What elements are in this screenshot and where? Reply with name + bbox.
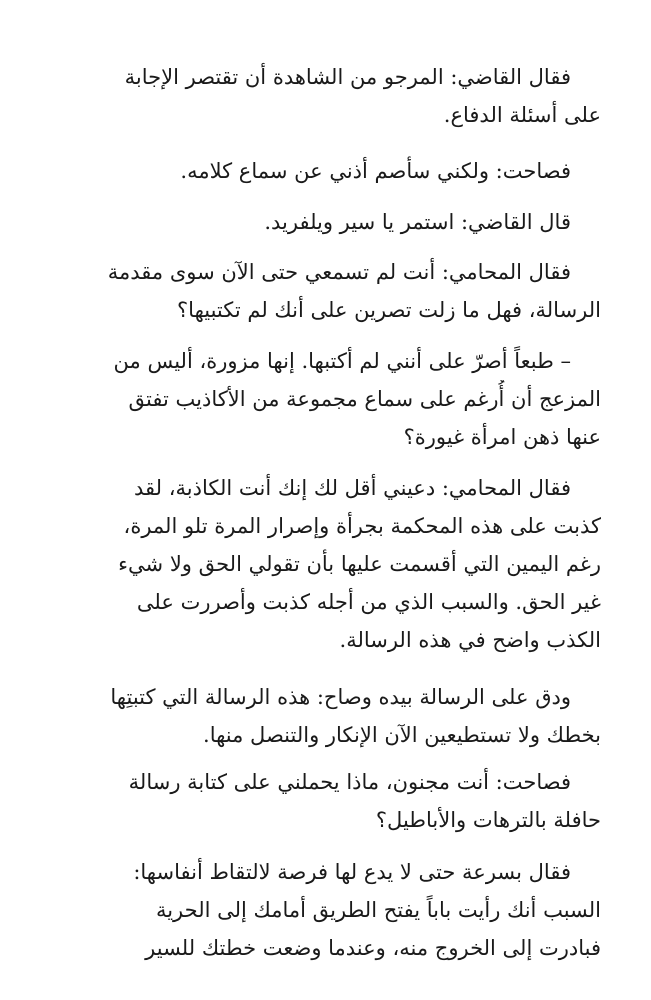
paragraph [53,203,601,241]
text-line: فصاحت: ولكني سأصم أذني عن سماع كلامه. [180,159,571,183]
paragraph [53,469,601,659]
text-line: فقال المحامي: دعيني أقل لك إنك أنت الكاذبة، لقد [134,476,571,500]
paragraph [53,152,601,190]
text-line: قال القاضي: استمر يا سير ويلفريد. [264,210,571,234]
text-line: الرسالة، فهل ما زلت تصرين على أنك لم تكتبيها؟ [177,298,601,322]
text-line: على أسئلة الدفاع. [443,103,601,127]
text-line: عنها ذهن امرأة غيورة؟ [403,425,601,449]
paragraph [53,253,601,329]
text-line: كذبت على هذه المحكمة بجرأة وإصرار المرة تلو المرة، [123,514,601,538]
text-line: فقال بسرعة حتى لا يدع لها فرصة لالتقاط أنفاسها: [133,860,571,884]
text-line: فقال القاضي: المرجو من الشاهدة أن تقتصر الإجابة [124,65,571,89]
paragraph [53,853,601,967]
text-line: الكذب واضح في هذه الرسالة. [339,628,601,652]
text-line: السبب أنك رأيت باباً يفتح الطريق أمامك إلى الحرية [155,898,601,922]
text-line: المزعج أن أُرغم على سماع مجموعة من الأكاذيب تفتق [128,387,601,411]
paragraph [53,763,601,839]
paragraph [53,342,601,456]
text-line: غير الحق. والسبب الذي من أجله كذبت وأصررت على [136,590,601,614]
text-line: فقال المحامي: أنت لم تسمعي حتى الآن سوى مقدمة [107,260,571,284]
text-line: حافلة بالترهات والأباطيل؟ [375,808,601,832]
text-line: رغم اليمين التي أقسمت عليها بأن تقولي الحق ولا شيء [118,552,601,576]
text-line: فصاحت: أنت مجنون، ماذا يحملني على كتابة رسالة [128,770,571,794]
text-line: بخطك ولا تستطيعين الآن الإنكار والتنصل منها. [203,723,601,747]
text-line: فبادرت إلى الخروج منه، وعندما وضعت خطتك للسير [145,936,601,960]
text-line: ودق على الرسالة بيده وصاح: هذه الرسالة التي كتبتِها [110,685,571,709]
paragraph [53,678,601,754]
text-line: – طبعاً أصرّ على أنني لم أكتبها. إنها مزورة، أليس من [113,349,571,373]
paragraph [53,58,601,134]
